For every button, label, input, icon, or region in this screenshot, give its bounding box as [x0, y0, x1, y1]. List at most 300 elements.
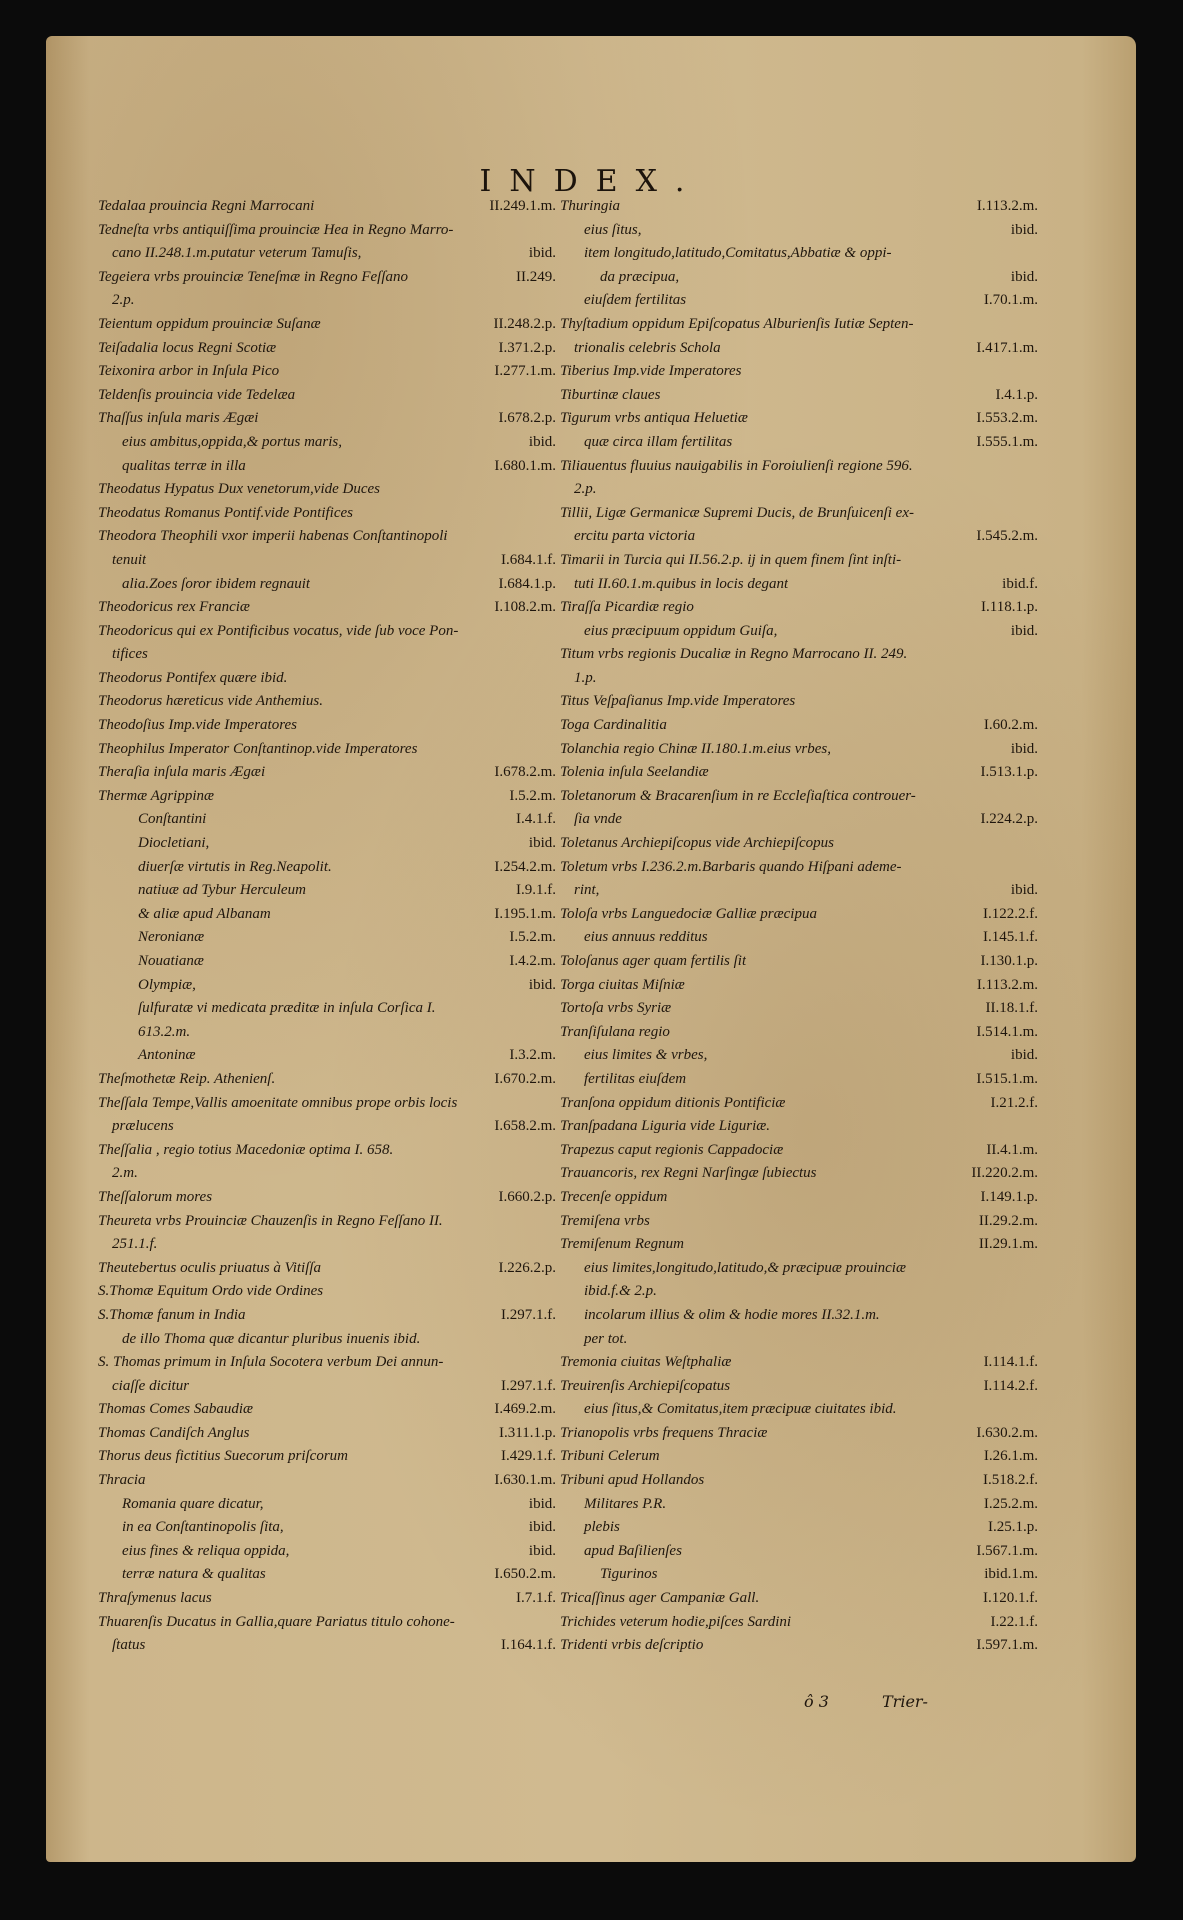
entry-text: Thraſymenus lacus [98, 1590, 212, 1607]
entry-text: tuti II.60.1.m.quibus in locis degant [574, 575, 789, 592]
entry-reference: I.518.2.f. [983, 1472, 1038, 1489]
entry-text: Thuarenſis Ducatus in Gallia,quare Pariatus titulo cohone- [98, 1613, 455, 1630]
entry-text: diuerſæ virtutis in Reg.Neapolit. [138, 858, 332, 875]
signature-mark: ô 3 [804, 1692, 829, 1711]
index-entry [98, 528, 556, 552]
entry-text: qualitas terræ in illa [122, 457, 246, 474]
entry-reference: I.469.2.m. [494, 1401, 556, 1418]
entry-text: Olympiæ, [138, 976, 196, 993]
entry-reference: I.680.1.m. [494, 457, 556, 474]
entry-reference: I.145.1.f. [983, 929, 1038, 946]
entry-text: Titum vrbs regionis Ducaliæ in Regno Marrocano II. 249. [560, 646, 908, 663]
entry-reference: I.120.1.f. [983, 1590, 1038, 1607]
index-page [46, 36, 1136, 1862]
entry-text: Tegeiera vrbs prouinciæ Teneſmæ in Regno Feſſano [98, 268, 408, 285]
entry-text: Theodorus hæreticus vide Anthemius. [98, 693, 323, 710]
entry-reference: I.164.1.f. [501, 1637, 556, 1654]
index-entry [560, 1354, 1038, 1378]
entry-text: Tolenia inſula Seelandiæ [560, 764, 709, 781]
index-entry [98, 1047, 556, 1071]
index-entry [98, 198, 556, 222]
entry-text: Theodatus Hypatus Dux venetorum,vide Duces [98, 481, 381, 498]
entry-reference: II.249.1.m. [489, 198, 556, 214]
index-entry [98, 1378, 556, 1402]
index-entry [560, 811, 1038, 835]
entry-reference: II.249. [516, 268, 556, 285]
index-entry [98, 458, 556, 482]
index-entry [98, 623, 556, 647]
entry-reference: I.22.1.f. [990, 1613, 1038, 1630]
entry-reference: I.60.2.m. [983, 717, 1038, 734]
index-entry [98, 505, 556, 529]
index-entry [560, 1095, 1038, 1119]
entry-reference: I.371.2.p. [498, 339, 556, 356]
index-entry [560, 882, 1038, 906]
index-entry [98, 1401, 556, 1425]
entry-text: Romania quare dicatur, [122, 1495, 264, 1512]
entry-reference: ibid. [528, 976, 556, 993]
index-entry [98, 1142, 556, 1166]
right-column [560, 198, 1038, 1661]
entry-text: Theodatus Romanus Pontif.vide Pontifices [98, 504, 353, 521]
entry-reference: I.254.2.m. [494, 858, 556, 875]
index-entry [560, 1000, 1038, 1024]
entry-text: Trianopolis vrbs frequens Thraciæ [560, 1424, 768, 1441]
entry-text: ſulfuratæ vi medicata præditæ in inſula Corſica I. [138, 1000, 436, 1017]
entry-reference: I.684.1.p. [498, 575, 556, 592]
entry-reference: I.226.2.p. [498, 1259, 556, 1276]
entry-text: Theophilus Imperator Conſtantinop.vide Imperatores [98, 740, 418, 757]
index-entry [560, 1472, 1038, 1496]
entry-text: 2.p. [574, 481, 597, 498]
entry-reference: I.658.2.m. [494, 1118, 556, 1135]
entry-reference: I.678.2.m. [494, 764, 556, 781]
entry-reference: I.555.1.m. [976, 433, 1038, 450]
entry-text: Thomas Candiſch Anglus [98, 1424, 250, 1441]
index-entry [560, 1047, 1038, 1071]
index-entry [560, 363, 1038, 387]
entry-text: Teixonira arbor in Inſula Pico [98, 363, 280, 380]
entry-text: Tranſpadana Liguria vide Liguriæ. [560, 1118, 771, 1135]
index-entry [98, 1213, 556, 1237]
entry-text: Tremonia ciuitas Weſtphaliæ [560, 1354, 732, 1371]
entry-text: 2.m. [112, 1165, 138, 1182]
index-entry [560, 977, 1038, 1001]
entry-text: Toletum vrbs I.236.2.m.Barbaris quando Hiſpani ademe- [560, 858, 902, 875]
index-entry [98, 269, 556, 293]
entry-text: S.Thomæ Equitum Ordo vide Ordines [98, 1283, 324, 1300]
entry-text: Toloſa vrbs Languedociæ Galliæ præcipua [560, 905, 817, 922]
page-title: INDEX. [479, 164, 703, 199]
index-entry [98, 434, 556, 458]
entry-reference: I.515.1.m. [976, 1070, 1038, 1087]
index-entry [560, 1236, 1038, 1260]
index-entry [98, 292, 556, 316]
index-entry [98, 387, 556, 411]
entry-text: da præcipua, [600, 268, 680, 285]
entry-text: Tremiſena vrbs [560, 1212, 650, 1229]
entry-text: Tedneſta vrbs antiquiſſima prouinciæ Hea in Regno Marro- [98, 221, 454, 238]
entry-text: S. Thomas primum in Inſula Socotera verbum Dei annun- [98, 1354, 444, 1371]
entry-text: eius ſitus, [584, 221, 642, 238]
index-entry [98, 1566, 556, 1590]
index-entry [98, 882, 556, 906]
entry-text: eius præcipuum oppidum Guiſa, [584, 622, 778, 639]
entry-text: fertilitas eiuſdem [584, 1070, 687, 1087]
entry-text: Tolanchia regio Chinæ II.180.1.m.eius vrbes, [560, 740, 831, 757]
entry-text: 613.2.m. [138, 1023, 191, 1040]
entry-text: ciaſſe dicitur [112, 1377, 190, 1394]
entry-reference: ibid. [528, 1495, 556, 1512]
entry-reference: ibid. [528, 1542, 556, 1559]
index-entry [560, 1401, 1038, 1425]
index-entry [560, 316, 1038, 340]
entry-reference: I.113.2.m. [976, 976, 1038, 993]
entry-text: Trichides veterum hodie,piſces Sardini [560, 1613, 792, 1630]
entry-reference: I.114.1.f. [983, 1354, 1038, 1371]
entry-text: item longitudo,latitudo,Comitatus,Abbatiæ & oppi- [584, 245, 892, 262]
entry-reference: I.670.2.m. [494, 1070, 556, 1087]
entry-text: Treuirenſis Archiepiſcopatus [560, 1377, 731, 1394]
entry-reference: I.597.1.m. [976, 1637, 1038, 1654]
entry-reference: I.417.1.m. [976, 339, 1038, 356]
index-entry [98, 788, 556, 812]
entry-text: eius fines & reliqua oppida, [122, 1542, 290, 1559]
entry-reference: ibid. [1010, 268, 1038, 285]
entry-reference: I.108.2.m. [494, 599, 556, 616]
index-entry [560, 1260, 1038, 1284]
index-entry [98, 1189, 556, 1213]
entry-reference: I.195.1.m. [494, 905, 556, 922]
entry-text: Nouatianæ [138, 953, 204, 969]
entry-text: ſia vnde [574, 811, 622, 828]
entry-text: Antoninæ [138, 1047, 196, 1064]
index-entry [560, 1566, 1038, 1590]
index-entry [560, 670, 1038, 694]
index-entry [98, 906, 556, 930]
entry-text: eius annuus redditus [584, 929, 708, 946]
entry-reference: I.114.2.f. [983, 1377, 1038, 1394]
index-entry [560, 1614, 1038, 1638]
index-entry [98, 1283, 556, 1307]
entry-text: per tot. [584, 1330, 628, 1347]
index-entry [560, 552, 1038, 576]
entry-text: Tribuni Celerum [560, 1448, 660, 1465]
index-entry [560, 1283, 1038, 1307]
entry-reference: I.4.1.f. [516, 811, 556, 828]
entry-text: in ea Conſtantinopolis ſita, [122, 1519, 284, 1536]
entry-reference: I.5.2.m. [509, 929, 556, 946]
entry-reference: I.113.2.m. [976, 198, 1038, 214]
index-entry [560, 953, 1038, 977]
entry-text: Theodora Theophili vxor imperii habenas Conſtantinopoli [98, 528, 448, 545]
entry-text: Theraſia inſula maris Ægæi [98, 764, 266, 781]
index-entry [560, 599, 1038, 623]
index-entry [98, 1307, 556, 1331]
entry-text: Trapezus caput regionis Cappadociæ [560, 1141, 784, 1158]
entry-text: apud Baſilienſes [584, 1542, 682, 1559]
entry-text: eius limites,longitudo,latitudo,& præcipuæ prouinciæ [584, 1259, 906, 1276]
index-entry [560, 835, 1038, 859]
index-entry [560, 717, 1038, 741]
entry-text: terræ natura & qualitas [122, 1566, 266, 1583]
index-entry [98, 859, 556, 883]
index-entry [98, 764, 556, 788]
entry-reference: I.630.2.m. [976, 1424, 1038, 1441]
entry-text: Toga Cardinalitia [560, 717, 667, 734]
index-entry [560, 245, 1038, 269]
index-entry [560, 481, 1038, 505]
entry-text: trionalis celebris Schola [574, 339, 721, 356]
index-entry [560, 1519, 1038, 1543]
index-entry [98, 1496, 556, 1520]
index-entry [98, 811, 556, 835]
index-entry [560, 1189, 1038, 1213]
entry-text: Theodoricus rex Franciæ [98, 599, 250, 616]
entry-reference: I.630.1.m. [494, 1472, 556, 1489]
entry-reference: I.513.1.p. [980, 764, 1038, 781]
entry-text: Thracia [98, 1472, 146, 1489]
entry-text: alia.Zoes ſoror ibidem regnauit [122, 575, 311, 592]
index-entry [98, 835, 556, 859]
entry-text: Tigurinos [600, 1566, 658, 1583]
entry-reference: II.29.1.m. [978, 1236, 1038, 1253]
catchword: Trier- [882, 1692, 928, 1711]
entry-reference: I.9.1.f. [516, 882, 556, 899]
entry-reference: I.3.2.m. [509, 1047, 556, 1064]
entry-reference: I.297.1.f. [501, 1306, 556, 1323]
entry-text: natiuæ ad Tybur Herculeum [138, 882, 306, 899]
entry-text: Diocletiani, [138, 835, 210, 852]
entry-text: ercitu parta victoria [574, 528, 696, 545]
entry-reference: I.678.2.p. [498, 410, 556, 427]
entry-text: Thyſtadium oppidum Epiſcopatus Alburienſis Iutiæ Septen- [560, 315, 914, 332]
index-entry [560, 387, 1038, 411]
entry-reference: I.429.1.f. [501, 1448, 556, 1465]
entry-reference: ibid. [1010, 622, 1038, 639]
entry-text: cano II.248.1.m.putatur veterum Tamuſis, [112, 245, 362, 262]
index-entry [98, 576, 556, 600]
entry-reference: I.650.2.m. [494, 1566, 556, 1583]
index-entry [560, 434, 1038, 458]
entry-text: Theſſalorum mores [98, 1188, 213, 1205]
index-entry [560, 788, 1038, 812]
entry-reference: I.545.2.m. [976, 528, 1038, 545]
left-column [98, 198, 556, 1661]
entry-reference: ibid. [1010, 882, 1038, 899]
index-entry [98, 410, 556, 434]
entry-text: Tiraſſa Picardiæ regio [560, 599, 694, 616]
index-entry [98, 245, 556, 269]
entry-reference: II.220.2.m. [971, 1165, 1038, 1182]
index-entry [560, 859, 1038, 883]
entry-text: Toletanorum & Bracarenſium in re Eccleſiaſtica controuer- [560, 787, 916, 804]
entry-text: quæ circa illam fertilitas [584, 433, 733, 450]
index-entry [560, 1142, 1038, 1166]
entry-reference: ibid. [528, 433, 556, 450]
entry-reference: I.660.2.p. [498, 1188, 556, 1205]
entry-text: plebis [584, 1519, 620, 1536]
index-entry [560, 198, 1038, 222]
entry-text: Theodoſius Imp.vide Imperatores [98, 717, 297, 734]
entry-text: Tortoſa vrbs Syriæ [560, 1000, 672, 1017]
entry-text: eius ambitus,oppida,& portus maris, [122, 433, 343, 450]
entry-reference: I.567.1.m. [976, 1542, 1038, 1559]
index-entry [98, 1425, 556, 1449]
entry-reference: I.7.1.f. [516, 1590, 556, 1607]
entry-text: de illo Thoma quæ dicantur pluribus inuenis ibid. [122, 1330, 421, 1347]
index-entry [560, 340, 1038, 364]
page-footer [804, 1692, 928, 1711]
index-entry [98, 1448, 556, 1472]
entry-text: Theureta vrbs Prouinciæ Chauzenſis in Regno Feſſano II. [98, 1212, 443, 1229]
entry-text: Torga ciuitas Miſniæ [560, 976, 685, 993]
entry-reference: I.684.1.f. [501, 551, 556, 568]
entry-text: Tranſiſulana regio [560, 1023, 670, 1040]
entry-text: eius limites & vrbes, [584, 1047, 708, 1064]
entry-text: Conſtantini [138, 811, 207, 828]
entry-reference: I.277.1.m. [494, 363, 556, 380]
index-entry [98, 552, 556, 576]
entry-reference: II.248.2.p. [493, 315, 556, 332]
entry-reference: I.4.1.p. [995, 386, 1038, 403]
entry-reference: I.21.2.f. [990, 1094, 1038, 1111]
entry-text: Teientum oppidum prouinciæ Suſanæ [98, 315, 321, 332]
entry-reference: I.130.1.p. [980, 953, 1038, 969]
index-entry [560, 764, 1038, 788]
entry-reference: I.4.2.m. [509, 953, 556, 969]
entry-text: incolarum illius & olim & hodie mores II.32.1.m. [584, 1306, 880, 1323]
entry-reference: II.18.1.f. [985, 1000, 1038, 1017]
entry-text: Teldenſis prouincia vide Tedelæa [98, 386, 296, 403]
index-entry [560, 528, 1038, 552]
entry-reference: I.514.1.m. [976, 1023, 1038, 1040]
index-entry [560, 1118, 1038, 1142]
entry-text: ſtatus [112, 1637, 146, 1654]
index-entry [98, 1071, 556, 1095]
index-entry [98, 599, 556, 623]
index-entry [98, 670, 556, 694]
index-entry [560, 741, 1038, 765]
index-entry [560, 1448, 1038, 1472]
index-entry [560, 1307, 1038, 1331]
entry-reference: I.149.1.p. [980, 1188, 1038, 1205]
index-entry [98, 340, 556, 364]
entry-reference: I.25.1.p. [988, 1519, 1038, 1536]
index-entry [560, 1213, 1038, 1237]
entry-text: Theſſalia , regio totius Macedoniæ optima I. 658. [98, 1141, 394, 1158]
entry-text: ibid.f.& 2.p. [584, 1283, 657, 1300]
index-entry [98, 929, 556, 953]
index-entry [98, 1000, 556, 1024]
index-entry [98, 316, 556, 340]
entry-text: rint, [574, 882, 600, 899]
entry-text: Theodoricus qui ex Pontificibus vocatus, vide ſub voce Pon- [98, 622, 459, 639]
index-entry [560, 1331, 1038, 1355]
entry-reference: II.4.1.m. [986, 1141, 1038, 1158]
entry-reference: II.29.2.m. [978, 1212, 1038, 1229]
entry-text: Tiliauentus fluuius nauigabilis in Foroiulienſi regione 596. [560, 457, 913, 474]
entry-text: & aliæ apud Albanam [138, 905, 271, 922]
index-entry [560, 410, 1038, 434]
entry-text: Tiberius Imp.vide Imperatores [560, 363, 742, 380]
entry-text: Trecenſe oppidum [560, 1188, 668, 1205]
entry-text: prælucens [112, 1118, 174, 1135]
entry-text: Trauancoris, rex Regni Narſingæ ſubiectus [560, 1165, 817, 1182]
entry-text: Timarii in Turcia qui II.56.2.p. ij in quem finem ſint inſti- [560, 551, 902, 568]
index-entry [98, 977, 556, 1001]
index-entry [560, 623, 1038, 647]
index-entry [98, 1165, 556, 1189]
entry-reference: I.26.1.m. [983, 1448, 1038, 1465]
entry-text: Theſmothetæ Reip. Athenienſ. [98, 1070, 276, 1087]
entry-text: Theſſala Tempe,Vallis amoenitate omnibus prope orbis locis [98, 1094, 458, 1111]
entry-text: Militares P.R. [584, 1495, 667, 1512]
entry-text: Thomas Comes Sabaudiæ [98, 1401, 254, 1418]
entry-text: Thaſſus inſula maris Ægæi [98, 410, 259, 427]
entry-text: Thermæ Agrippinæ [98, 787, 214, 804]
entry-reference: ibid. [528, 835, 556, 852]
index-entry [98, 1472, 556, 1496]
index-entry [560, 1378, 1038, 1402]
index-entry [98, 741, 556, 765]
index-entry [98, 1118, 556, 1142]
index-entry [560, 693, 1038, 717]
index-entry [560, 1590, 1038, 1614]
index-entry [98, 1354, 556, 1378]
entry-text: Thuringia [560, 198, 621, 214]
entry-reference: I.5.2.m. [509, 787, 556, 804]
index-entry [560, 1071, 1038, 1095]
index-entry [560, 458, 1038, 482]
entry-reference: ibid. [528, 1519, 556, 1536]
index-entry [98, 1331, 556, 1355]
index-entry [98, 1543, 556, 1567]
index-entry [98, 693, 556, 717]
index-entry [98, 1024, 556, 1048]
entry-text: Tremiſenum Regnum [560, 1236, 685, 1253]
entry-text: eiuſdem fertilitas [584, 292, 687, 309]
index-entry [98, 1095, 556, 1119]
index-entry [560, 906, 1038, 930]
entry-reference: ibid. [1010, 221, 1038, 238]
index-entry [560, 292, 1038, 316]
entry-reference: I.311.1.p. [499, 1424, 556, 1441]
entry-reference: ibid. [1010, 1047, 1038, 1064]
entry-reference: I.224.2.p. [980, 811, 1038, 828]
index-entry [98, 363, 556, 387]
entry-reference: I.553.2.m. [976, 410, 1038, 427]
index-entry [560, 1496, 1038, 1520]
entry-text: Tiburtinæ claues [560, 386, 661, 403]
index-entry [98, 222, 556, 246]
entry-reference: ibid. [528, 245, 556, 262]
index-entry [560, 1543, 1038, 1567]
index-entry [560, 222, 1038, 246]
entry-text: tifices [112, 646, 148, 663]
index-entry [98, 1614, 556, 1638]
entry-text: Theodorus Pontifex quære ibid. [98, 669, 288, 686]
index-entry [560, 1425, 1038, 1449]
index-entry [560, 929, 1038, 953]
entry-text: S.Thomæ fanum in India [98, 1306, 246, 1323]
entry-text: eius ſitus,& Comitatus,item præcipuæ ciuitates ibid. [584, 1401, 897, 1418]
entry-text: 1.p. [574, 669, 597, 686]
entry-text: 251.1.f. [112, 1236, 158, 1253]
entry-reference: ibid.f. [1002, 575, 1038, 592]
index-entry [98, 1260, 556, 1284]
index-entry [98, 1236, 556, 1260]
